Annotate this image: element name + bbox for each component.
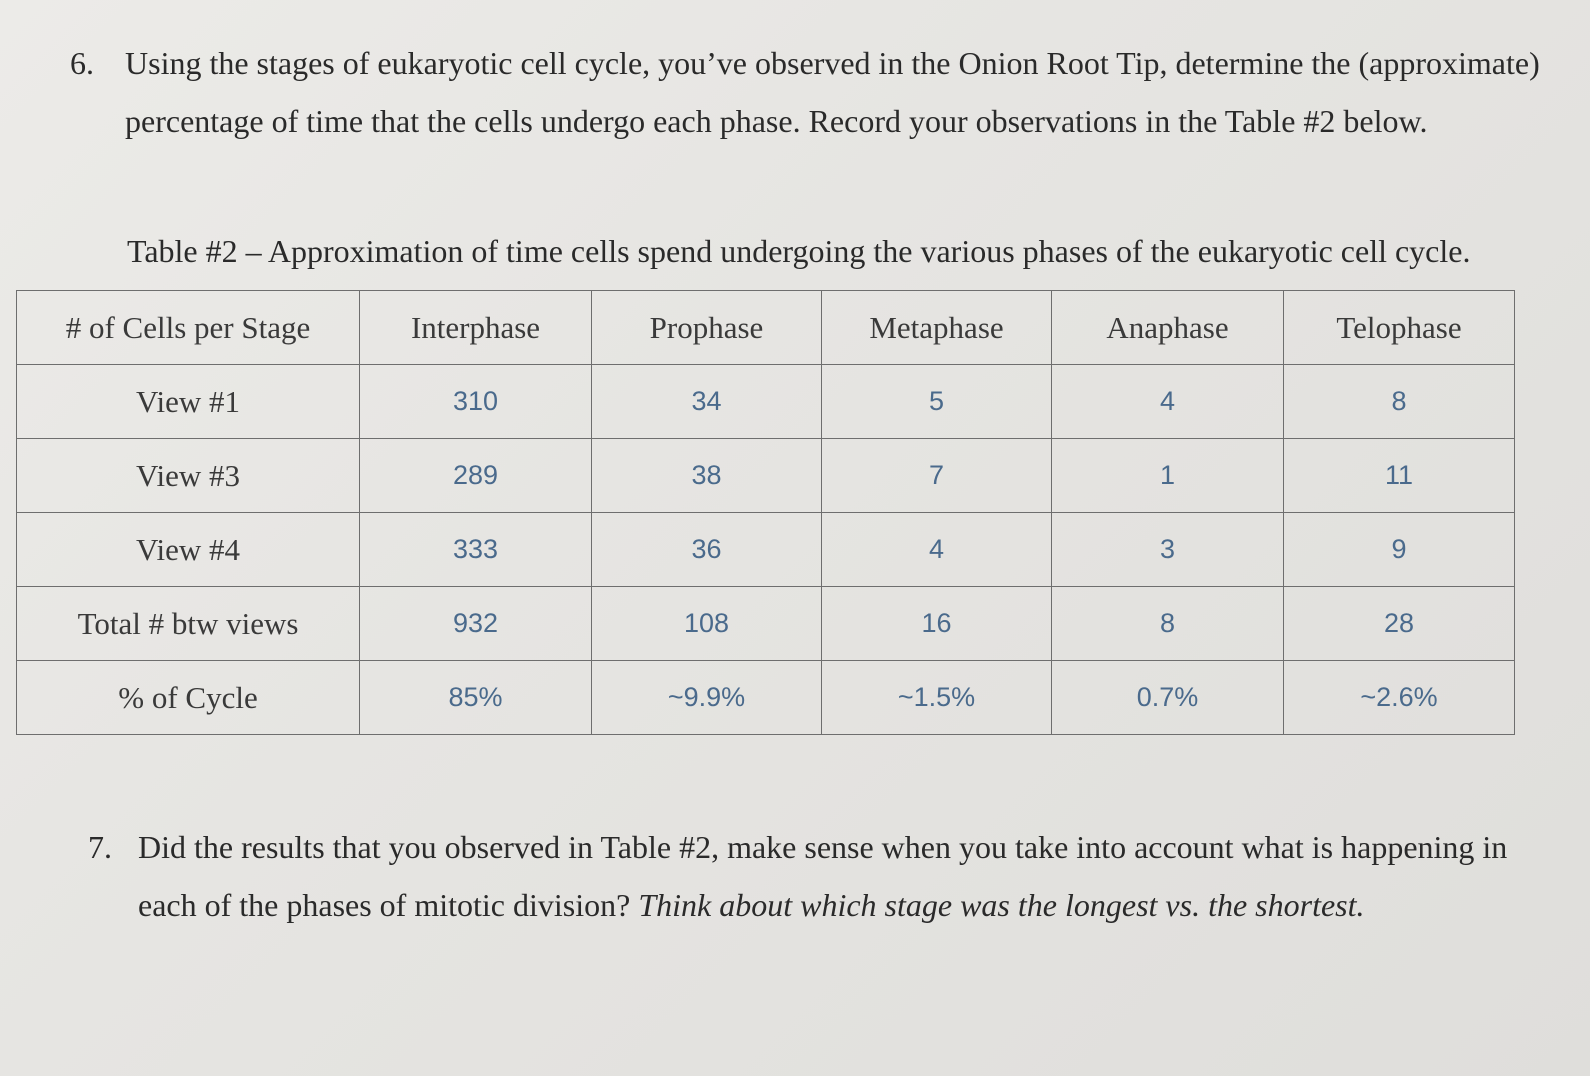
header-anaphase: Anaphase [1052,291,1284,365]
header-interphase: Interphase [360,291,592,365]
row-label: View #1 [17,365,360,439]
cell-interphase: 932 [360,587,592,661]
question-6 [70,34,1540,150]
question-7-number: 7. [88,829,112,865]
question-7-italic-text: Think about which stage was the longest vs. the shortest. [638,887,1365,923]
cell-interphase: 289 [360,439,592,513]
cell-telophase: 28 [1284,587,1515,661]
table-row [17,513,1515,587]
cell-telophase: 11 [1284,439,1515,513]
cell-anaphase: 4 [1052,365,1284,439]
cell-interphase: 310 [360,365,592,439]
row-label: Total # btw views [17,587,360,661]
question-6-number: 6. [70,45,94,81]
question-6-text: Using the stages of eukaryotic cell cycle, you’ve observed in the Onion Root Tip, determine the (approximate) percentage of time that the cells undergo each phase. Record your observations in the Table #2 below. [125,45,1540,139]
cell-prophase: 36 [592,513,822,587]
cell-interphase: 333 [360,513,592,587]
table-row [17,661,1515,735]
cell-anaphase: 3 [1052,513,1284,587]
cell-prophase: 108 [592,587,822,661]
cell-cycle-table [16,290,1515,735]
cell-metaphase: 4 [822,513,1052,587]
cell-prophase: ~9.9% [592,661,822,735]
cell-metaphase: 16 [822,587,1052,661]
cell-prophase: 38 [592,439,822,513]
question-7-text: Did the results that you observed in Table #2, make sense when you take into account what is happening in each of the phases of mitotic division? [138,829,1508,923]
header-cells-per-stage: # of Cells per Stage [17,291,360,365]
cell-cycle-table-container [16,290,1514,735]
cell-anaphase: 1 [1052,439,1284,513]
table-row [17,365,1515,439]
cell-telophase: 9 [1284,513,1515,587]
cell-interphase: 85% [360,661,592,735]
row-label: % of Cycle [17,661,360,735]
table-row [17,439,1515,513]
cell-metaphase: 5 [822,365,1052,439]
question-7 [88,818,1528,934]
cell-anaphase: 8 [1052,587,1284,661]
header-prophase: Prophase [592,291,822,365]
cell-telophase: ~2.6% [1284,661,1515,735]
cell-metaphase: ~1.5% [822,661,1052,735]
table-caption: Table #2 – Approximation of time cells spend undergoing the various phases of the eukaryotic cell cycle. [127,233,1471,269]
cell-metaphase: 7 [822,439,1052,513]
cell-anaphase: 0.7% [1052,661,1284,735]
header-telophase: Telophase [1284,291,1515,365]
question-7-body [138,818,1528,934]
table-row [17,587,1515,661]
cell-telophase: 8 [1284,365,1515,439]
row-label: View #3 [17,439,360,513]
cell-prophase: 34 [592,365,822,439]
table-header-row [17,291,1515,365]
row-label: View #4 [17,513,360,587]
header-metaphase: Metaphase [822,291,1052,365]
